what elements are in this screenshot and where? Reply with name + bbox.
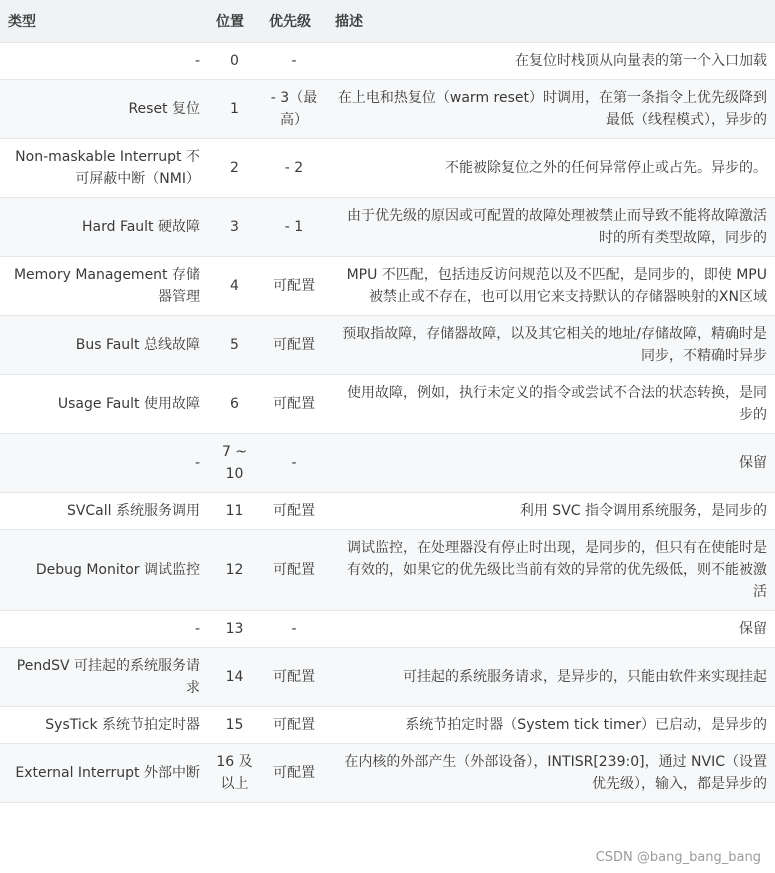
cell-type: External Interrupt 外部中断 <box>0 744 208 803</box>
table-row <box>0 139 775 198</box>
cell-description: 由于优先级的原因或可配置的故障处理被禁止而导致不能将故障激活时的所有类型故障，同步的 <box>327 198 775 257</box>
cell-description: 使用故障，例如，执行未定义的指令或尝试不合法的状态转换，是同步的 <box>327 375 775 434</box>
cell-type: Memory Management 存储器管理 <box>0 257 208 316</box>
table-row <box>0 198 775 257</box>
cell-priority: 可配置 <box>261 744 327 803</box>
cell-priority: 可配置 <box>261 375 327 434</box>
table-row <box>0 611 775 648</box>
cell-position: 5 <box>208 316 261 375</box>
cell-type: PendSV 可挂起的系统服务请求 <box>0 648 208 707</box>
table-row <box>0 707 775 744</box>
cell-position: 11 <box>208 493 261 530</box>
cell-priority: - 2 <box>261 139 327 198</box>
cell-priority: 可配置 <box>261 316 327 375</box>
table-row <box>0 648 775 707</box>
cell-type: Reset 复位 <box>0 80 208 139</box>
cell-description: 在上电和热复位（warm reset）时调用，在第一条指令上优先级降到最低（线程模式），异步的 <box>327 80 775 139</box>
cell-priority: - 3（最高） <box>261 80 327 139</box>
cell-type: - <box>0 434 208 493</box>
watermark: CSDN @bang_bang_bang <box>595 850 761 865</box>
table-row <box>0 43 775 80</box>
header-position: 位置 <box>208 0 261 43</box>
cell-position: 3 <box>208 198 261 257</box>
table-row <box>0 257 775 316</box>
cell-type: Debug Monitor 调试监控 <box>0 530 208 611</box>
cell-position: 7 ~ 10 <box>208 434 261 493</box>
cell-description: 在内核的外部产生（外部设备），INTISR[239:0]，通过 NVIC（设置优先级），输入，都是异步的 <box>327 744 775 803</box>
cell-priority: 可配置 <box>261 257 327 316</box>
table-row <box>0 530 775 611</box>
table-row <box>0 375 775 434</box>
cell-position: 15 <box>208 707 261 744</box>
header-description: 描述 <box>327 0 775 43</box>
cell-description: 预取指故障，存储器故障，以及其它相关的地址/存储故障，精确时是同步，不精确时异步 <box>327 316 775 375</box>
cell-priority: 可配置 <box>261 493 327 530</box>
cell-priority: 可配置 <box>261 707 327 744</box>
cell-priority: - <box>261 43 327 80</box>
cell-type: SVCall 系统服务调用 <box>0 493 208 530</box>
cell-type: SysTick 系统节拍定时器 <box>0 707 208 744</box>
header-priority: 优先级 <box>261 0 327 43</box>
cell-position: 0 <box>208 43 261 80</box>
cell-type: Non-maskable Interrupt 不可屏蔽中断（NMI） <box>0 139 208 198</box>
cell-priority: - 1 <box>261 198 327 257</box>
cell-description: 保留 <box>327 434 775 493</box>
header-type: 类型 <box>0 0 208 43</box>
cell-priority: 可配置 <box>261 648 327 707</box>
cell-priority: 可配置 <box>261 530 327 611</box>
table-row <box>0 744 775 803</box>
cell-position: 2 <box>208 139 261 198</box>
cell-description: MPU 不匹配，包括违反访问规范以及不匹配，是同步的，即使 MPU 被禁止或不存在，也可以用它来支持默认的存储器映射的XN区域 <box>327 257 775 316</box>
table-row <box>0 493 775 530</box>
cell-position: 16 及以上 <box>208 744 261 803</box>
table-header-row <box>0 0 775 43</box>
cell-description: 保留 <box>327 611 775 648</box>
cell-priority: - <box>261 434 327 493</box>
table-row <box>0 434 775 493</box>
cell-position: 6 <box>208 375 261 434</box>
cell-position: 12 <box>208 530 261 611</box>
cell-description: 调试监控，在处理器没有停止时出现，是同步的，但只有在使能时是有效的，如果它的优先级比当前有效的异常的优先级低，则不能被激活 <box>327 530 775 611</box>
table-row <box>0 80 775 139</box>
cell-description: 在复位时栈顶从向量表的第一个入口加载 <box>327 43 775 80</box>
cell-type: - <box>0 43 208 80</box>
cell-description: 不能被除复位之外的任何异常停止或占先。异步的。 <box>327 139 775 198</box>
table-row <box>0 316 775 375</box>
cell-priority: - <box>261 611 327 648</box>
table-body <box>0 43 775 803</box>
cell-position: 4 <box>208 257 261 316</box>
cell-position: 13 <box>208 611 261 648</box>
cell-position: 1 <box>208 80 261 139</box>
cell-description: 系统节拍定时器（System tick timer）已启动，是异步的 <box>327 707 775 744</box>
cell-type: Hard Fault 硬故障 <box>0 198 208 257</box>
cell-type: - <box>0 611 208 648</box>
cell-description: 可挂起的系统服务请求，是异步的，只能由软件来实现挂起 <box>327 648 775 707</box>
cell-position: 14 <box>208 648 261 707</box>
cell-type: Usage Fault 使用故障 <box>0 375 208 434</box>
cell-description: 利用 SVC 指令调用系统服务，是同步的 <box>327 493 775 530</box>
cell-type: Bus Fault 总线故障 <box>0 316 208 375</box>
